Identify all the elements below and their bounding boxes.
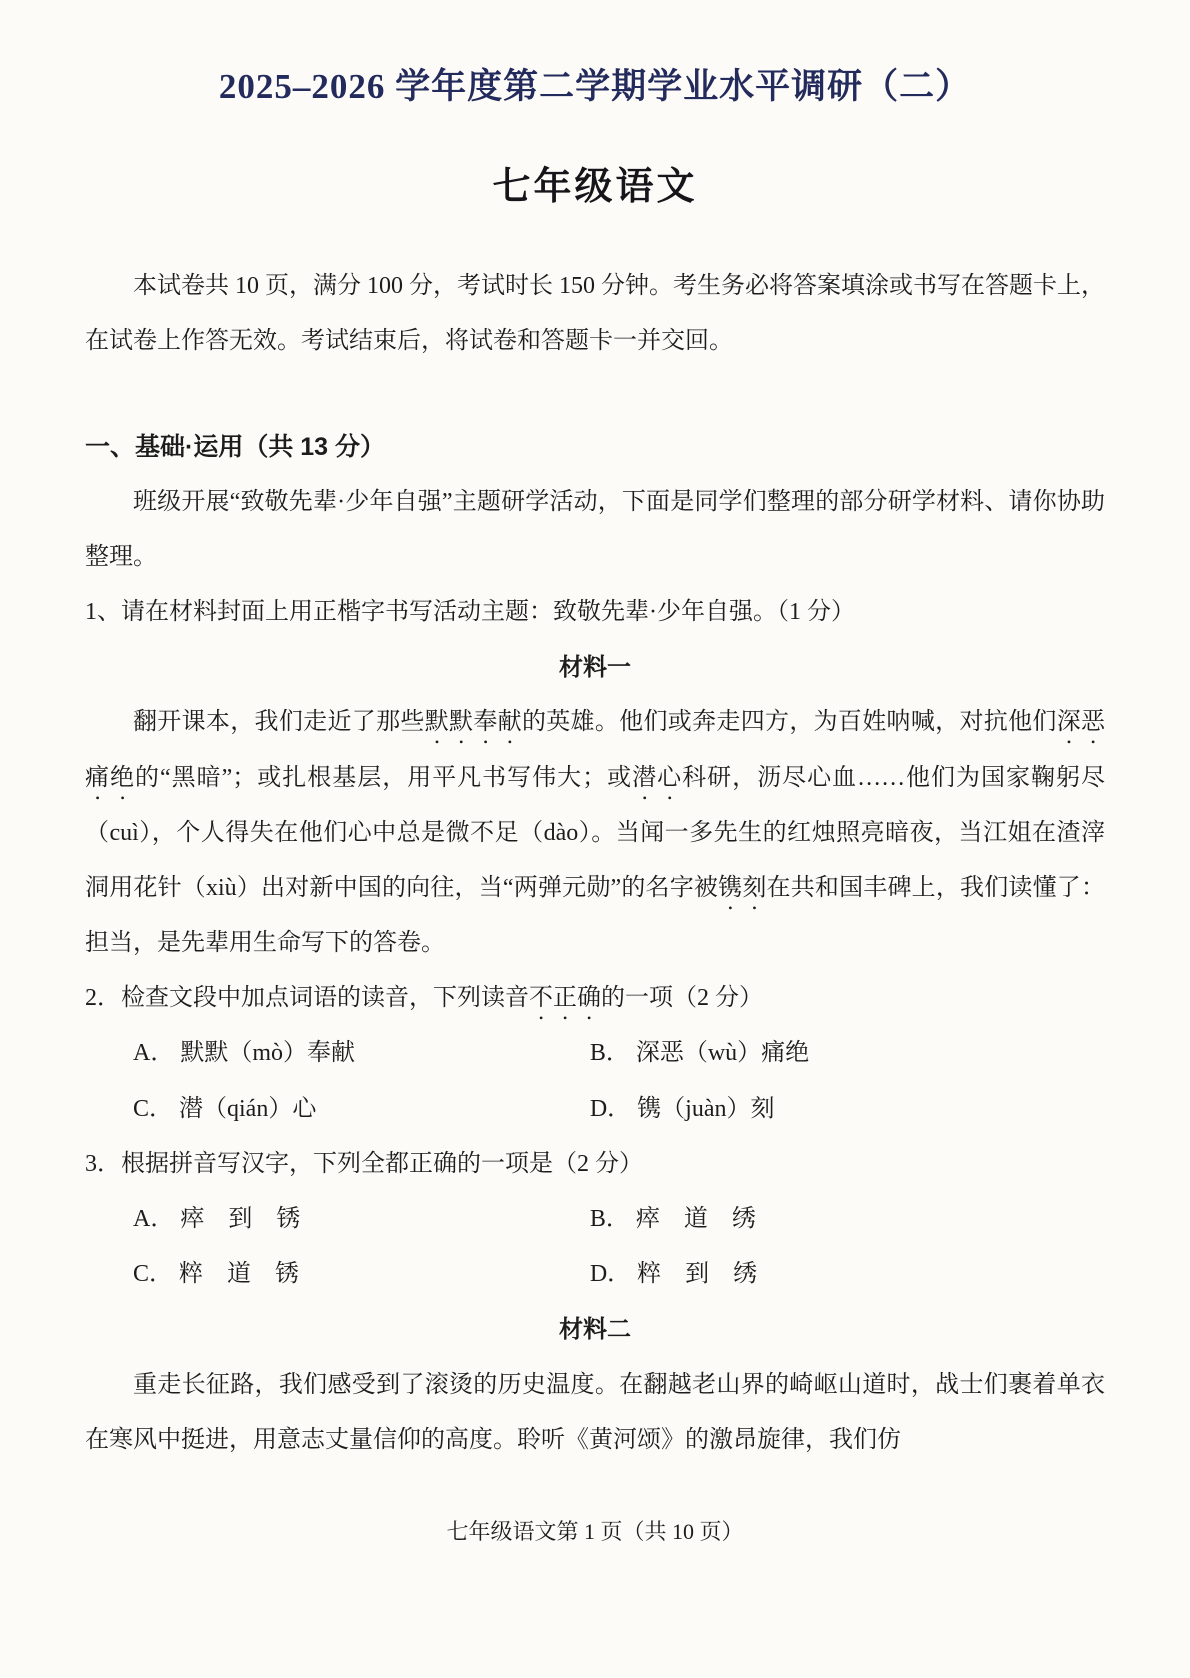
- section-one-heading: 一、基础·运用（共 13 分）: [85, 432, 386, 461]
- plain-text: 的一项（2 分）: [601, 985, 763, 1012]
- option-label: A．: [133, 1040, 175, 1067]
- option-text: 瘁 道 绣: [635, 1206, 756, 1232]
- question-3-options: [85, 1192, 1105, 1302]
- option-label: B．: [589, 1206, 630, 1232]
- question-2-option-a: [133, 1026, 590, 1081]
- plain-text: 2．检查文段中加点词语的读音，下列读音: [85, 985, 529, 1012]
- question-3-option-d: [590, 1247, 1105, 1302]
- option-text: 粹 到 绣: [637, 1261, 758, 1288]
- question-3-stem: 3．根据拼音写汉字，下列全都正确的一项是（2 分）: [85, 1150, 643, 1177]
- plain-text: 翻开课本，我们走近了那些: [133, 709, 425, 736]
- plain-text: 的“黑暗”；或扎根基层，用平凡书写伟大；或: [134, 764, 633, 791]
- option-text: 深恶（wù）痛绝: [635, 1040, 810, 1067]
- emphasized-text: 潜心: [632, 764, 683, 791]
- option-text: 潜（qián）心: [179, 1095, 317, 1122]
- question-2-stem: [85, 971, 1105, 1026]
- plain-text: 科研，沥尽心血……他们为国家鞠躬尽（cuì），个人得失在他们心中总是微不足（dào）。当闻一多先生的红烛照亮暗夜，当江姐在渣滓洞用花针（xiù）出对新中国的向往，当“两弹元勋”的名字被: [85, 764, 1106, 901]
- question-3-option-b: [590, 1192, 1105, 1247]
- exam-title: 2025–2026 学年度第二学期学业水平调研（二）: [218, 67, 972, 106]
- page-footer: 七年级语文第 1 页（共 10 页）: [446, 1519, 744, 1545]
- plain-text: 的英雄。他们或奔走四方，为百姓呐喊，对抗他们: [521, 709, 1057, 736]
- option-text: 粹 道 锈: [179, 1261, 300, 1288]
- question-2-option-d: [590, 1082, 1105, 1137]
- emphasized-text: 默默奉献: [424, 709, 522, 736]
- exam-notice: 本试卷共 10 页，满分 100 分，考试时长 150 分钟。考生务必将答案填涂或书写在答题卡上，在试卷上作答无效。考试结束后，将试卷和答题卡一并交回。: [85, 273, 1105, 355]
- emphasized-text: 不正确: [529, 985, 601, 1012]
- plain-text: 在共和国丰碑上，我们读懂了：担当，是先辈用生命写下的答卷。: [85, 874, 1105, 957]
- material-two-heading: 材料二: [559, 1316, 631, 1344]
- option-label: D．: [589, 1095, 632, 1122]
- material-two-paragraph: 重走长征路，我们感受到了滚烫的历史温度。在翻越老山界的崎岖山道时，战士们裹着单衣在寒风中挺进，用意志丈量信仰的高度。聆听《黄河颂》的激昂旋律，我们仿: [85, 1371, 1105, 1453]
- question-2-option-c: [133, 1082, 590, 1137]
- emphasized-text: 镌刻: [718, 874, 767, 901]
- material-one-heading: 材料一: [559, 654, 631, 682]
- option-label: C．: [133, 1261, 174, 1288]
- option-text: 镌（juàn）刻: [637, 1095, 775, 1122]
- question-1: 1、请在材料封面上用正楷字书写活动主题：致敬先辈·少年自强。（1 分）: [85, 598, 855, 625]
- material-one-paragraph: [85, 695, 1105, 971]
- option-label: B．: [589, 1040, 630, 1067]
- option-label: D．: [589, 1261, 632, 1288]
- question-2-options: [85, 1026, 1105, 1136]
- option-text: 瘁 到 锈: [180, 1206, 301, 1232]
- emphasized-text: 深恶痛绝: [85, 709, 1106, 791]
- question-3-option-c: [133, 1247, 590, 1302]
- option-label: A．: [133, 1206, 175, 1232]
- option-text: 默默（mò）奉献: [180, 1040, 356, 1067]
- option-label: C．: [133, 1095, 174, 1122]
- subject-title: 七年级语文: [492, 166, 698, 208]
- question-3-option-a: [133, 1192, 590, 1247]
- question-2-option-b: [590, 1026, 1105, 1081]
- section-one-intro: 班级开展“致敬先辈·少年自强”主题研学活动，下面是同学们整理的部分研学材料、请你协助整理。: [85, 488, 1105, 570]
